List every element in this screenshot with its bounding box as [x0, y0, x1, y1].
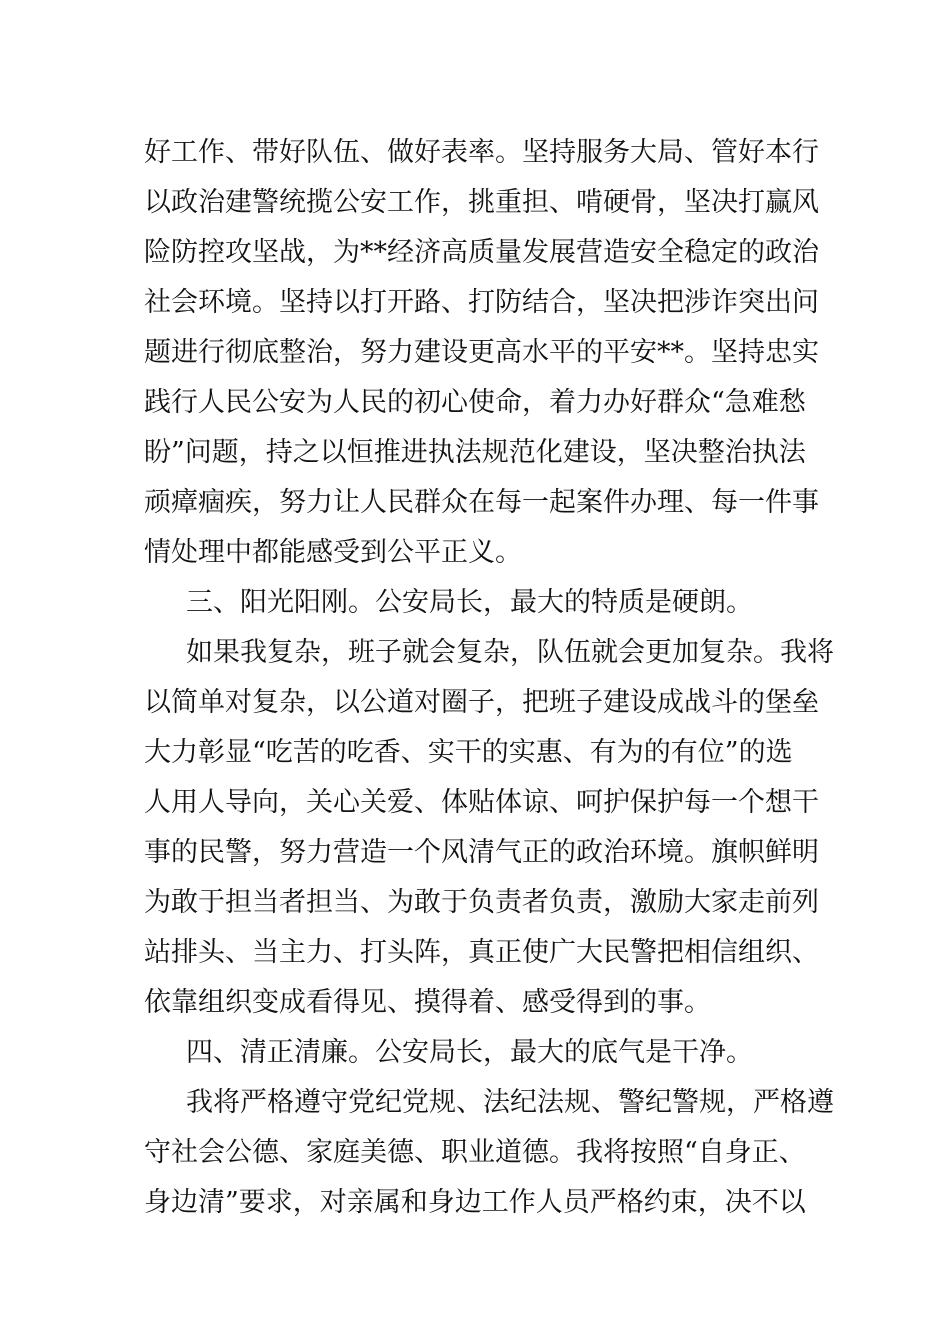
- text-line: 险防控攻坚战，为**经济高质量发展营造安全稳定的政治: [144, 237, 819, 268]
- text-line: 盼”问题，持之以恒推进执法规范化建设，坚决整治执法: [144, 437, 806, 468]
- text-line: 人用人导向，关心关爱、体贴体谅、呵护保护每一个想干: [144, 787, 819, 818]
- text-line: 依靠组织变成看得见、摸得着、感受得到的事。: [144, 987, 711, 1018]
- text-line: 大力彰显“吃苦的吃香、实干的实惠、有为的有位”的选: [144, 737, 793, 768]
- section-heading: 四、清正清廉。公安局长，最大的底气是干净。: [186, 1037, 753, 1068]
- text-line: 以简单对复杂，以公道对圈子，把班子建设成战斗的堡垒: [144, 687, 819, 718]
- text-line: 站排头、当主力、打头阵，真正使广大民警把相信组织、: [144, 937, 819, 968]
- text-line: 守社会公德、家庭美德、职业道德。我将按照“自身正、: [144, 1137, 806, 1168]
- section-heading: 三、阳光阳刚。公安局长，最大的特质是硬朗。: [186, 587, 753, 618]
- text-line: 情处理中都能感受到公平正义。: [144, 537, 522, 568]
- text-line: 以政治建警统揽公安工作，挑重担、啃硬骨，坚决打赢风: [144, 187, 819, 218]
- text-line: 顽瘴痼疾，努力让人民群众在每一起案件办理、每一件事: [144, 487, 819, 518]
- text-line: 如果我复杂，班子就会复杂，队伍就会更加复杂。我将: [186, 637, 834, 668]
- text-line: 我将严格遵守党纪党规、法纪法规、警纪警规，严格遵: [186, 1087, 834, 1118]
- text-line: 为敢于担当者担当、为敢于负责者负责，激励大家走前列: [144, 887, 819, 918]
- text-line: 践行人民公安为人民的初心使命，着力办好群众“急难愁: [144, 387, 806, 418]
- text-line: 题进行彻底整治，努力建设更高水平的平安**。坚持忠实: [144, 337, 819, 368]
- text-line: 好工作、带好队伍、做好表率。坚持服务大局、管好本行: [144, 137, 819, 168]
- text-line: 身边清”要求，对亲属和身边工作人员严格约束，决不以: [144, 1187, 806, 1218]
- text-line: 社会环境。坚持以打开路、打防结合，坚决把涉诈突出问: [144, 287, 819, 318]
- text-line: 事的民警，努力营造一个风清气正的政治环境。旗帜鲜明: [144, 837, 819, 868]
